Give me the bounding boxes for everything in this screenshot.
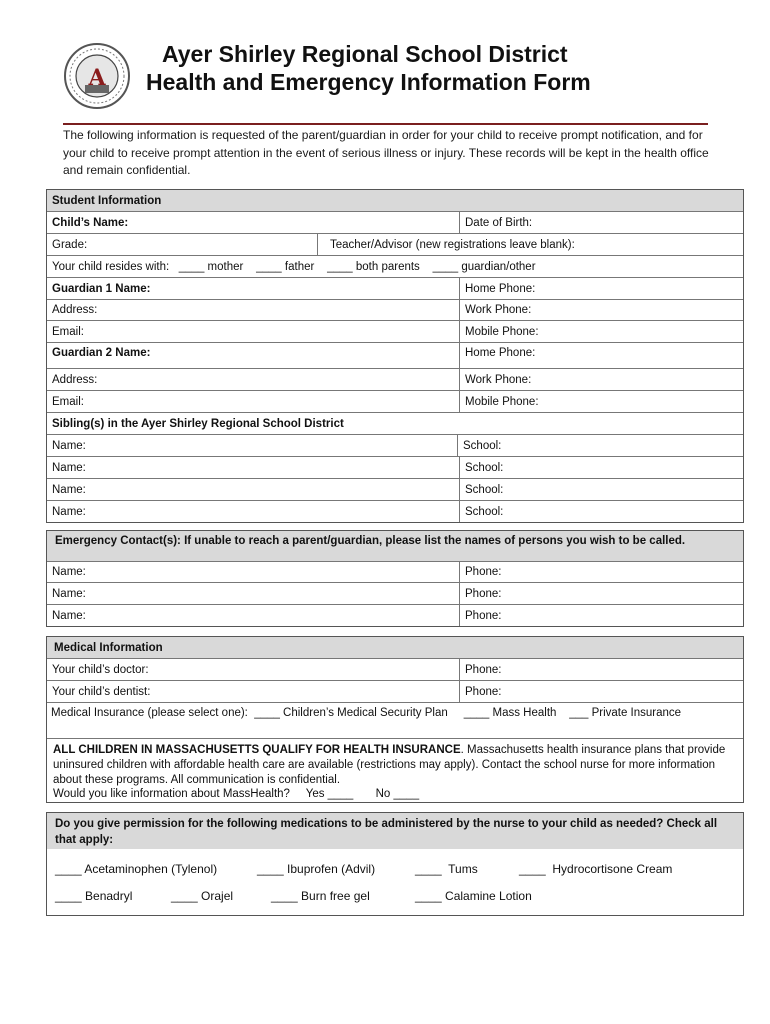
emergency-phone-field[interactable]: Phone: [459, 605, 501, 626]
guardian2-address-field[interactable]: Address: [52, 373, 98, 386]
district-seal-logo [63, 41, 131, 111]
doctor-field[interactable]: Your child’s doctor: [52, 663, 149, 676]
emergency-contact-row [47, 604, 743, 626]
dentist-phone-field[interactable]: Phone: [459, 681, 501, 702]
masshealth-bold-text: ALL CHILDREN IN MASSACHUSETTS QUALIFY FOR HEALTH INSURANCE [53, 744, 461, 756]
guardian2-name-row [47, 342, 743, 368]
siblings-header-row [47, 412, 743, 434]
guardian2-home-phone-field[interactable]: Home Phone: [459, 343, 535, 368]
student-information-table [46, 189, 744, 523]
section-header: Do you give permission for the following medications to be administered by the nurse to your child as needed? Check all that apply: [47, 813, 743, 849]
medication-checkbox-tums[interactable]: ____ Tums [415, 862, 478, 876]
guardian1-home-phone-field[interactable]: Home Phone: [459, 278, 535, 299]
dentist-row [47, 680, 743, 702]
masshealth-body-text: . Massachusetts health insurance plans that provide uninsured children with affordable health care are available (restrictions may apply). Contact the school nurse for more information about these programs. All communication is confidential. [53, 744, 726, 786]
doctor-phone-field[interactable]: Phone: [459, 659, 501, 680]
insurance-row [47, 702, 743, 738]
emergency-name-field[interactable]: Name: [52, 566, 86, 578]
childs-name-field[interactable]: Child’s Name: [52, 216, 129, 229]
sibling-row [47, 434, 743, 456]
guardian1-name-row [47, 277, 743, 299]
medication-checkbox-benadryl[interactable]: ____ Benadryl [55, 889, 133, 903]
sibling-name-field[interactable]: Name: [52, 461, 86, 474]
medication-permission-table [46, 812, 744, 916]
medication-checkbox-hydrocortisone[interactable]: ____ Hydrocortisone Cream [519, 862, 673, 876]
resides-with-field[interactable]: Your child resides with: ____ mother ____ father ____ both parents ____ guardian/other [52, 260, 536, 273]
sibling-school-field[interactable]: School: [459, 501, 503, 522]
emergency-contacts-table [46, 530, 744, 627]
guardian2-email-field[interactable]: Email: [52, 395, 84, 408]
section-header: Student Information [47, 190, 743, 211]
date-of-birth-field[interactable]: Date of Birth: [459, 212, 532, 233]
form-title-line2: Health and Emergency Information Form [146, 69, 591, 95]
svg-text:A: A [88, 65, 106, 91]
sibling-row [47, 500, 743, 522]
medication-checkbox-orajel[interactable]: ____ Orajel [171, 889, 234, 903]
medication-checkbox-calamine[interactable]: ____ Calamine Lotion [415, 889, 532, 903]
siblings-title: Sibling(s) in the Ayer Shirley Regional School District [52, 417, 344, 430]
emergency-phone-field[interactable]: Phone: [459, 583, 501, 604]
teacher-advisor-field[interactable]: Teacher/Advisor (new registrations leave blank): [317, 234, 575, 255]
sibling-name-field[interactable]: Name: [52, 505, 86, 518]
guardian2-email-row [47, 390, 743, 412]
doctor-row [47, 658, 743, 680]
masshealth-question[interactable]: Would you like information about MassHealth? Yes ____ No ____ [53, 788, 420, 800]
title-divider [63, 123, 708, 125]
sibling-row [47, 478, 743, 500]
emergency-name-field[interactable]: Name: [52, 609, 86, 622]
guardian2-name-field[interactable]: Guardian 2 Name: [52, 347, 151, 359]
childs-name-row [47, 211, 743, 233]
grade-row [47, 233, 743, 255]
sibling-school-field[interactable]: School: [459, 457, 503, 478]
masshealth-info-row [47, 738, 743, 802]
guardian1-address-row [47, 299, 743, 320]
grade-field[interactable]: Grade: [52, 238, 88, 251]
masshealth-paragraph [47, 741, 737, 790]
sibling-row [47, 456, 743, 478]
sibling-name-field[interactable]: Name: [52, 439, 86, 452]
emergency-phone-field[interactable]: Phone: [459, 562, 501, 582]
guardian2-mobile-phone-field[interactable]: Mobile Phone: [459, 391, 539, 412]
guardian2-work-phone-field[interactable]: Work Phone: [459, 369, 531, 390]
section-header: Medical Information [47, 637, 743, 658]
emergency-name-field[interactable]: Name: [52, 587, 86, 600]
sibling-school-field[interactable]: School: [459, 479, 503, 500]
intro-paragraph: The following information is requested of the parent/guardian in order for your child to receive prompt notification, and for your child to receive prompt attention in the event of serious illness or injury. These records will be kept in the health office and remain confidential. [63, 128, 709, 177]
guardian2-address-row [47, 368, 743, 390]
guardian1-email-row [47, 320, 743, 342]
insurance-field[interactable]: Medical Insurance (please select one): ____ Children’s Medical Security Plan ____ Mass Health ___ Private Insurance [51, 707, 682, 719]
dentist-field[interactable]: Your child’s dentist: [52, 685, 151, 698]
medication-checkbox-ibuprofen[interactable]: ____ Ibuprofen (Advil) [257, 862, 376, 876]
medication-checkbox-acetaminophen[interactable]: ____ Acetaminophen (Tylenol) [55, 862, 218, 876]
medication-checkbox-burn-free-gel[interactable]: ____ Burn free gel [271, 889, 370, 903]
form-title-line1: Ayer Shirley Regional School District [162, 41, 568, 67]
guardian1-email-field[interactable]: Email: [52, 325, 84, 338]
guardian1-address-field[interactable]: Address: [52, 304, 98, 316]
resides-with-row [47, 255, 743, 277]
medical-information-table [46, 636, 744, 803]
section-header: Emergency Contact(s): If unable to reach a parent/guardian, please list the names of persons you wish to be called. [47, 531, 743, 561]
sibling-school-field[interactable]: School: [457, 435, 501, 456]
emergency-contact-row [47, 561, 743, 582]
guardian1-mobile-phone-field[interactable]: Mobile Phone: [459, 321, 539, 342]
guardian1-work-phone-field[interactable]: Work Phone: [459, 300, 531, 320]
emergency-contact-row [47, 582, 743, 604]
guardian1-name-field[interactable]: Guardian 1 Name: [52, 282, 151, 295]
sibling-name-field[interactable]: Name: [52, 483, 86, 496]
